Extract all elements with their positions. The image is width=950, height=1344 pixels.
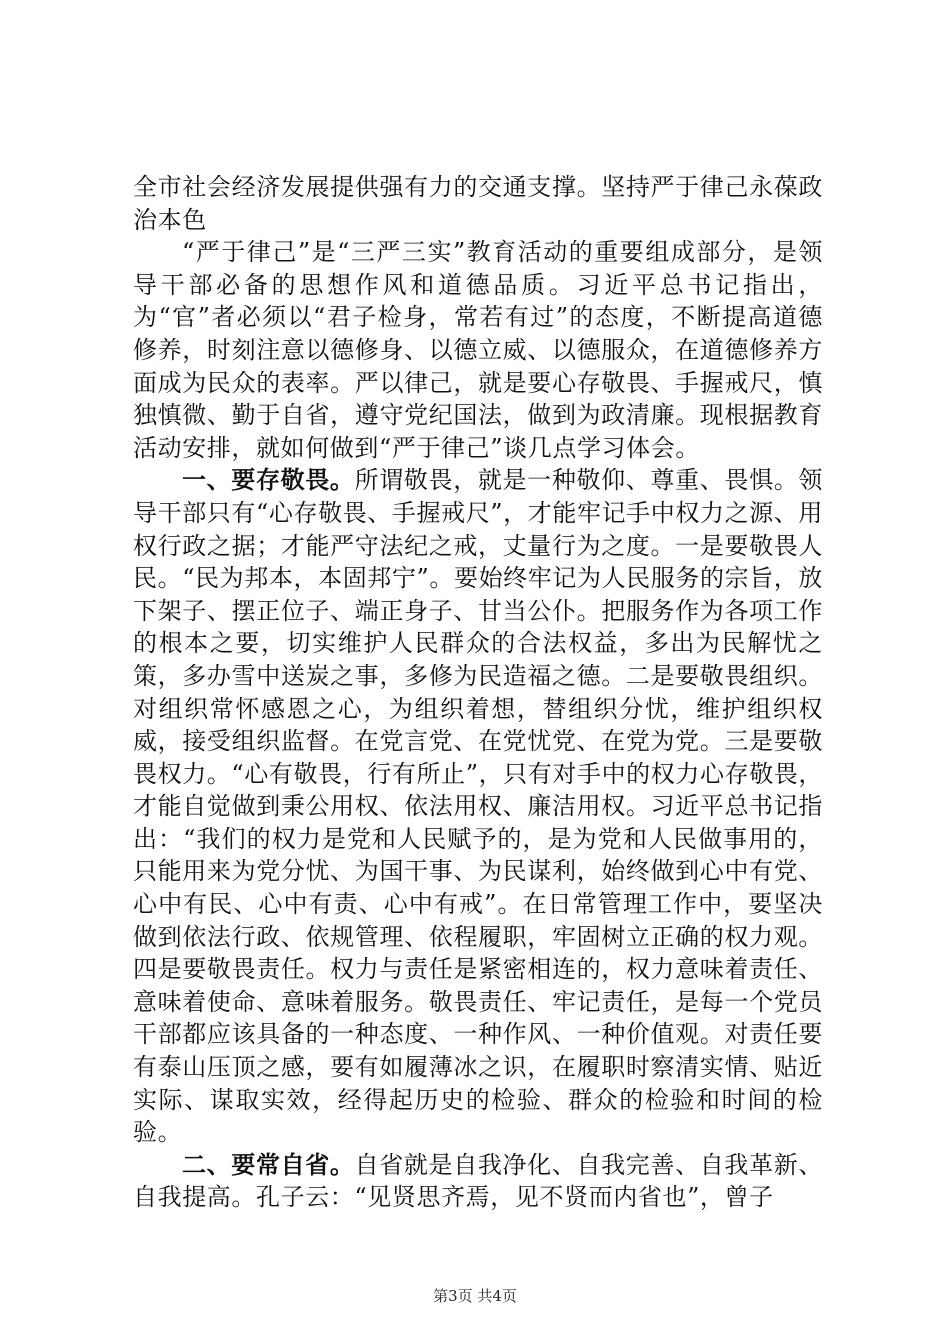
document-body	[133, 171, 823, 1214]
paragraph-text: 所谓敬畏，就是一种敬仰、尊重、畏惧。领导干部只有“心存敬畏、手握戒尺”，才能牢记手中权力之源、用权行政之据；才能严守法纪之戒，丈量行为之度。一是要敬畏人民。“民为邦本，本固邦宁”。要始终牢记为人民服务的宗旨，放下架子、摆正位子、端正身子、甘当公仆。把服务作为各项工作的根本之要，切实维护人民群众的合法权益，多出为民解忧之策，多办雪中送炭之事，多修为民造福之德。二是要敬畏组织。对组织常怀感恩之心，为组织着想，替组织分忧，维护组织权威，接受组织监督。在党言党、在党忧党、在党为党。三是要敬畏权力。“心有敬畏，行有所止”，只有对手中的权力心存敬畏，才能自觉做到秉公用权、依法用权、廉洁用权。习近平总书记指出：“我们的权力是党和人民赋予的，是为党和人民做事用的，只能用来为党分忧、为国干事、为民谋利，始终做到心中有党、心中有民、心中有责、心中有戒”。在日常管理工作中，要坚决做到依法行政、依规管理、依程履职，牢固树立正确的权力观。四是要敬畏责任。权力与责任是紧密相连的，权力意味着责任、意味着使命、意味着服务。敬畏责任、牢记责任，是每一个党员干部都应该具备的一种态度、一种作风、一种价值观。对责任要有泰山压顶之感，要有如履薄冰之识，在履职时察清实情、贴近实际、谋取实效，经得起历史的检验、群众的检验和时间的检验。	[133, 466, 823, 1147]
paragraph-text: 自省就是自我净化、自我完善、自我革新、自我提高。孔子云：“见贤思齐焉，见不贤而内省也”，曾子	[133, 1150, 823, 1212]
page-number: 第3页 共4页	[433, 1287, 517, 1305]
paragraph-text: 全市社会经济发展提供强有力的交通支撑。坚持严于律己永葆政治本色	[133, 173, 823, 234]
section-heading: 一、要存敬畏。	[182, 465, 355, 495]
page-footer	[0, 1286, 950, 1306]
paragraph-section-1	[133, 464, 823, 1148]
paragraph-continuation	[133, 171, 823, 236]
paragraph-section-2	[133, 1149, 823, 1214]
paragraph-intro	[133, 236, 823, 464]
section-heading: 二、要常自省。	[182, 1149, 355, 1179]
paragraph-text: “严于律己”是“三严三实”教育活动的重要组成部分，是领导干部必备的思想作风和道德品质。习近平总书记指出，为“官”者必须以“君子检身，常若有过”的态度，不断提高道德修养，时刻注意以德修身、以德立威、以德服众，在道德修养方面成为民众的表率。严以律己，就是要心存敬畏、手握戒尺，慎独慎微、勤于自省，遵守党纪国法，做到为政清廉。现根据教育活动安排，就如何做到“严于律己”谈几点学习体会。	[133, 238, 823, 462]
